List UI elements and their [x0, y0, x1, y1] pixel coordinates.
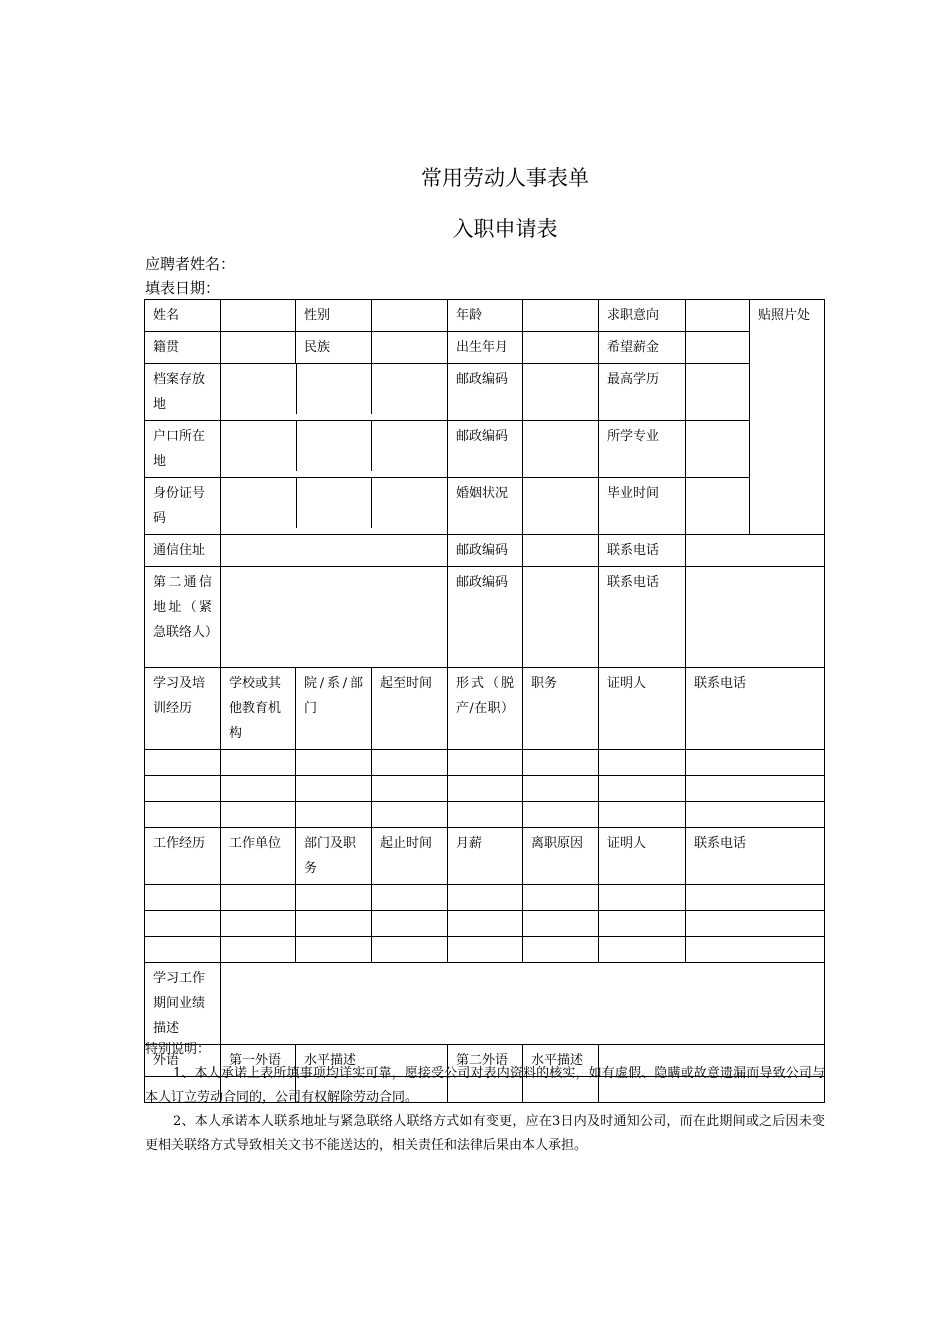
input-salary[interactable] [686, 332, 750, 364]
label-birth: 出生年月 [448, 332, 523, 364]
label-age: 年龄 [448, 300, 523, 332]
label-ethnicity: 民族 [296, 332, 372, 364]
input-postcode-1[interactable] [523, 364, 599, 421]
header-company: 工作单位 [221, 828, 296, 885]
input-postcode-2[interactable] [523, 421, 599, 478]
form-title: 入职申请表 [452, 217, 558, 241]
label-job-intent: 求职意向 [599, 300, 686, 332]
header-study-witness: 证明人 [599, 668, 686, 750]
label-study: 学习及培训经历 [145, 668, 221, 750]
note-item-1: 1、本人承诺上表所填事项均详实可靠，愿接受公司对表内资料的核实，如有虚假、隐瞒或故意遗漏而导致公司与本人订立劳动合同的，公司有权解除劳动合同。 [145, 1066, 825, 1105]
input-postcode-3[interactable] [523, 535, 599, 567]
photo-box[interactable]: 贴照片处 [750, 300, 825, 535]
label-major: 所学专业 [599, 421, 686, 478]
header-school: 学校或其他教育机构 [221, 668, 296, 750]
label-hukou: 户口所在地 [145, 421, 221, 478]
input-achievement[interactable] [221, 963, 825, 1045]
header-work-witness: 证明人 [599, 828, 686, 885]
input-archive[interactable] [221, 364, 448, 421]
header-study-period: 起至时间 [372, 668, 448, 750]
input-native-place[interactable] [221, 332, 296, 364]
work-row [145, 937, 825, 963]
label-native-place: 籍贯 [145, 332, 221, 364]
header-work-phone: 联系电话 [686, 828, 825, 885]
label-address2: 第二通信地址（紧急联络人） [145, 567, 221, 668]
input-birth[interactable] [523, 332, 599, 364]
label-work: 工作经历 [145, 828, 221, 885]
label-first-lang: 第一外语 [221, 1045, 296, 1077]
label-level-1: 水平描述 [296, 1045, 448, 1077]
notes-section [145, 1038, 825, 1158]
input-phone-2[interactable] [686, 567, 825, 668]
header-dept-position: 部门及职务 [296, 828, 372, 885]
input-address[interactable] [221, 535, 448, 567]
label-phone-1: 联系电话 [599, 535, 686, 567]
fill-date-label: 填表日期： [145, 279, 221, 297]
header-work-period: 起止时间 [372, 828, 448, 885]
input-gender[interactable] [372, 300, 448, 332]
header-leave-reason: 离职原因 [523, 828, 599, 885]
label-grad-time: 毕业时间 [599, 478, 686, 535]
input-phone-1[interactable] [686, 535, 825, 567]
application-form-table [144, 299, 825, 1103]
label-phone-2: 联系电话 [599, 567, 686, 668]
header-monthly-salary: 月薪 [448, 828, 523, 885]
work-row [145, 885, 825, 911]
input-marital[interactable] [523, 478, 599, 535]
label-name: 姓名 [145, 300, 221, 332]
label-marital: 婚姻状况 [448, 478, 523, 535]
input-job-intent[interactable] [686, 300, 750, 332]
input-name[interactable] [221, 300, 296, 332]
label-id-number: 身份证号码 [145, 478, 221, 535]
input-ethnicity[interactable] [372, 332, 448, 364]
header-dept: 院/系/部门 [296, 668, 372, 750]
header-study-form: 形式（脱产/在职） [448, 668, 523, 750]
note-item-2: 2、本人承诺本人联系地址与紧急联络人联络方式如有变更，应在3日内及时通知公司，而在此期间或之后因未变更相关联络方式导致相关文书不能送达的，相关责任和法律后果由本人承担。 [145, 1114, 825, 1153]
work-row [145, 911, 825, 937]
label-level-2: 水平描述 [523, 1045, 599, 1077]
header-study-phone: 联系电话 [686, 668, 825, 750]
input-address2[interactable] [221, 567, 448, 668]
notes-heading: 特别说明： [145, 1042, 211, 1057]
label-education: 最高学历 [599, 364, 686, 421]
input-education[interactable] [686, 364, 750, 421]
study-row [145, 776, 825, 802]
study-row [145, 750, 825, 776]
study-row [145, 802, 825, 828]
input-age[interactable] [523, 300, 599, 332]
label-postcode-4: 邮政编码 [448, 567, 523, 668]
input-hukou[interactable] [221, 421, 448, 478]
label-postcode-3: 邮政编码 [448, 535, 523, 567]
label-postcode-2: 邮政编码 [448, 421, 523, 478]
label-postcode-1: 邮政编码 [448, 364, 523, 421]
page-title: 常用劳动人事表单 [421, 166, 589, 190]
label-second-lang: 第二外语 [448, 1045, 523, 1077]
label-address: 通信住址 [145, 535, 221, 567]
label-gender: 性别 [296, 300, 372, 332]
label-salary: 希望薪金 [599, 332, 686, 364]
input-id-number[interactable] [221, 478, 448, 535]
header-position: 职务 [523, 668, 599, 750]
input-postcode-4[interactable] [523, 567, 599, 668]
input-major[interactable] [686, 421, 750, 478]
applicant-name-label: 应聘者姓名： [145, 255, 236, 273]
input-grad-time[interactable] [686, 478, 750, 535]
label-archive: 档案存放地 [145, 364, 221, 421]
label-achievement: 学习工作期间业绩描述 [145, 963, 221, 1045]
label-foreign-lang: 外语 [145, 1045, 221, 1077]
